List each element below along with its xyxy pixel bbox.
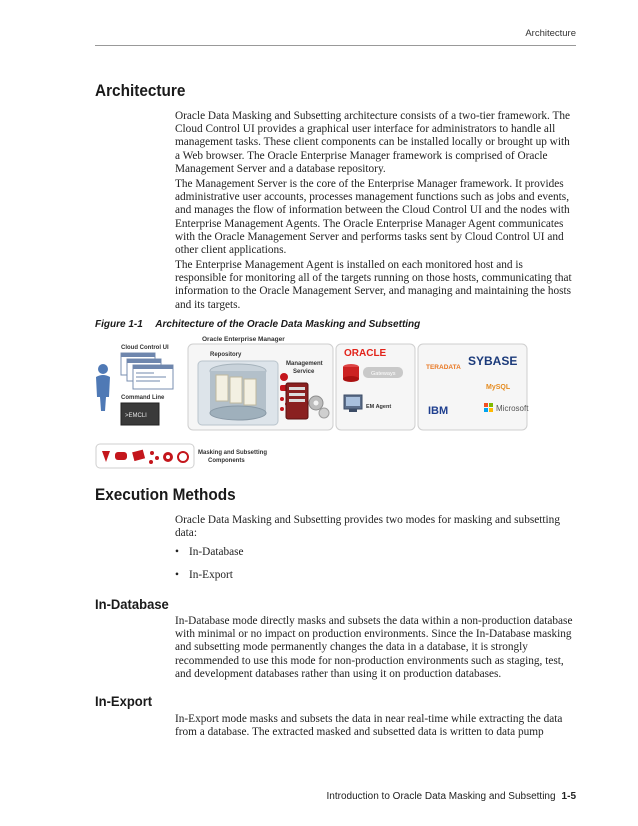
ibm-logo: IBM	[428, 405, 449, 417]
cloud-control-screens-icon	[121, 353, 173, 389]
footer-title: Introduction to Oracle Data Masking and Subsetting	[326, 791, 556, 802]
section-title-architecture: Architecture	[95, 82, 186, 100]
repository-label: Repository	[210, 352, 242, 358]
management-service-label: Management Service	[286, 361, 323, 375]
in-export-paragraph: In-Export mode masks and subsets the data in near real-time while extracting the data from a database. The extracted masked and subsetted data is written to data pump	[175, 713, 563, 739]
figure-caption-text: Architecture of the Oracle Data Masking and Subsetting	[155, 319, 421, 330]
em-agent-icon	[344, 395, 362, 412]
user-icon	[96, 364, 110, 411]
section-title-in-export: In-Export	[95, 693, 153, 709]
bullet-item-in-export: • In-Export	[175, 569, 233, 581]
page-number: 1-5	[561, 791, 576, 802]
emcli-prompt: >EMCLI	[125, 413, 147, 419]
figure-number: Figure 1-1	[95, 319, 143, 330]
architecture-paragraph-1: Oracle Data Masking and Subsetting architecture consists of a two-tier framework. The Cloud Control UI provides a graphical user interface for administrators to handle all management tasks. These client components can be installed locally or brought up with a Web browser. The Oracle Enterprise Manager framework is comprised of Oracle Management Server and a database repository.	[175, 110, 571, 175]
mysql-logo: MySQL	[486, 384, 511, 391]
header-rule	[95, 45, 576, 46]
sybase-logo: SYBASE	[468, 354, 518, 368]
components-label: Masking and Subsetting Components	[198, 450, 268, 464]
oracle-logo: ORACLE	[344, 348, 387, 359]
oracle-enterprise-manager-label: Oracle Enterprise Manager	[202, 336, 285, 343]
cloud-control-ui-label: Cloud Control UI	[121, 345, 169, 351]
teradata-logo: TERADATA	[426, 364, 461, 371]
components-icon-strip	[96, 444, 194, 468]
execution-methods-intro: Oracle Data Masking and Subsetting provides two modes for masking and subsetting data:	[175, 514, 560, 540]
architecture-paragraph-2: The Management Server is the core of the Enterprise Manager framework. It provides administrative user accounts, processes management functions such as jobs and events, and manages the flow of information between the Cloud Control UI and the nodes with Enterprise Management Agents. The Oracle Enterprise Manager Agent communicates with the Oracle Management Server and performs tasks sent by Cloud Control UI and other client applications.	[175, 178, 570, 257]
running-footer	[327, 791, 576, 802]
repository-database-icon	[198, 361, 278, 425]
gateway-database-icon	[343, 364, 359, 382]
architecture-diagram	[90, 331, 530, 471]
in-database-paragraph: In-Database mode directly masks and subsets the data within a non-production database with minimal or no impact on production environments. Since the In-Database masking and subsetting mode permanently changes the data in a database, it is strongly recommended to use this mode for non-production environments such as staging, test, and development databases rather than using it on production databases.	[175, 615, 573, 680]
running-header: Architecture	[525, 28, 576, 39]
bullet-item-in-database: • In-Database	[175, 546, 244, 558]
em-agent-label: EM Agent	[366, 404, 392, 410]
section-title-execution-methods: Execution Methods	[95, 486, 236, 504]
figure-caption	[95, 319, 420, 330]
microsoft-logo: Microsoft	[496, 404, 529, 413]
architecture-paragraph-3: The Enterprise Management Agent is installed on each monitored host and is responsible for monitoring all of the targets running on those hosts, communicating that information to the Oracle Management Server, and managing and maintaining the hosts and its targets.	[175, 259, 572, 311]
gateways-label: Gateways	[371, 371, 396, 377]
section-title-in-database: In-Database	[95, 596, 169, 612]
command-line-label: Command Line	[121, 395, 165, 401]
